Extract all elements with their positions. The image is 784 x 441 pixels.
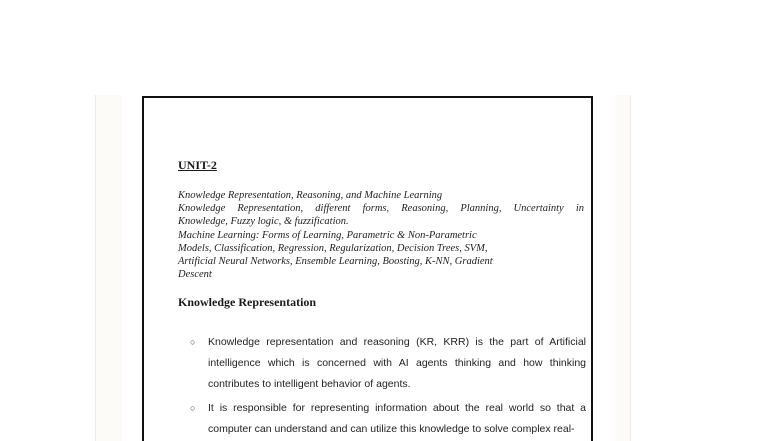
section-heading: Knowledge Representation (178, 295, 317, 309)
unit-heading: UNIT-2 (178, 158, 217, 172)
syllabus-line: Descent (178, 269, 212, 281)
list-item (190, 332, 586, 395)
bullet-list (190, 332, 586, 441)
circle-bullet-icon: ○ (190, 403, 196, 413)
syllabus-line: Machine Learning: Forms of Learning, Parametric & Non-Parametric (178, 229, 477, 241)
list-item-text: It is responsible for representing information about the real world so that a computer can understand and can utilize this knowledge to solve complex real- (208, 402, 586, 435)
syllabus-line: Knowledge Representation, different forms, Reasoning, Planning, Uncertainty in (178, 203, 584, 215)
list-item-text: Knowledge representation and reasoning (KR, KRR) is the part of Artificial intelligence which is concerned with AI agents thinking and how thinking contributes to intelligent behavior of agents. (208, 336, 586, 390)
syllabus-line: Models, Classification, Regression, Regularization, Decision Trees, SVM, (178, 242, 488, 254)
syllabus-block (178, 189, 584, 281)
syllabus-line: Knowledge Representation, Reasoning, and Machine Learning (178, 190, 443, 201)
list-item (190, 398, 586, 440)
syllabus-line: Knowledge, Fuzzy logic, & fuzzification. (178, 216, 349, 228)
syllabus-line: Artificial Neural Networks, Ensemble Learning, Boosting, K-NN, Gradient (178, 256, 493, 268)
circle-bullet-icon: ○ (190, 337, 196, 347)
